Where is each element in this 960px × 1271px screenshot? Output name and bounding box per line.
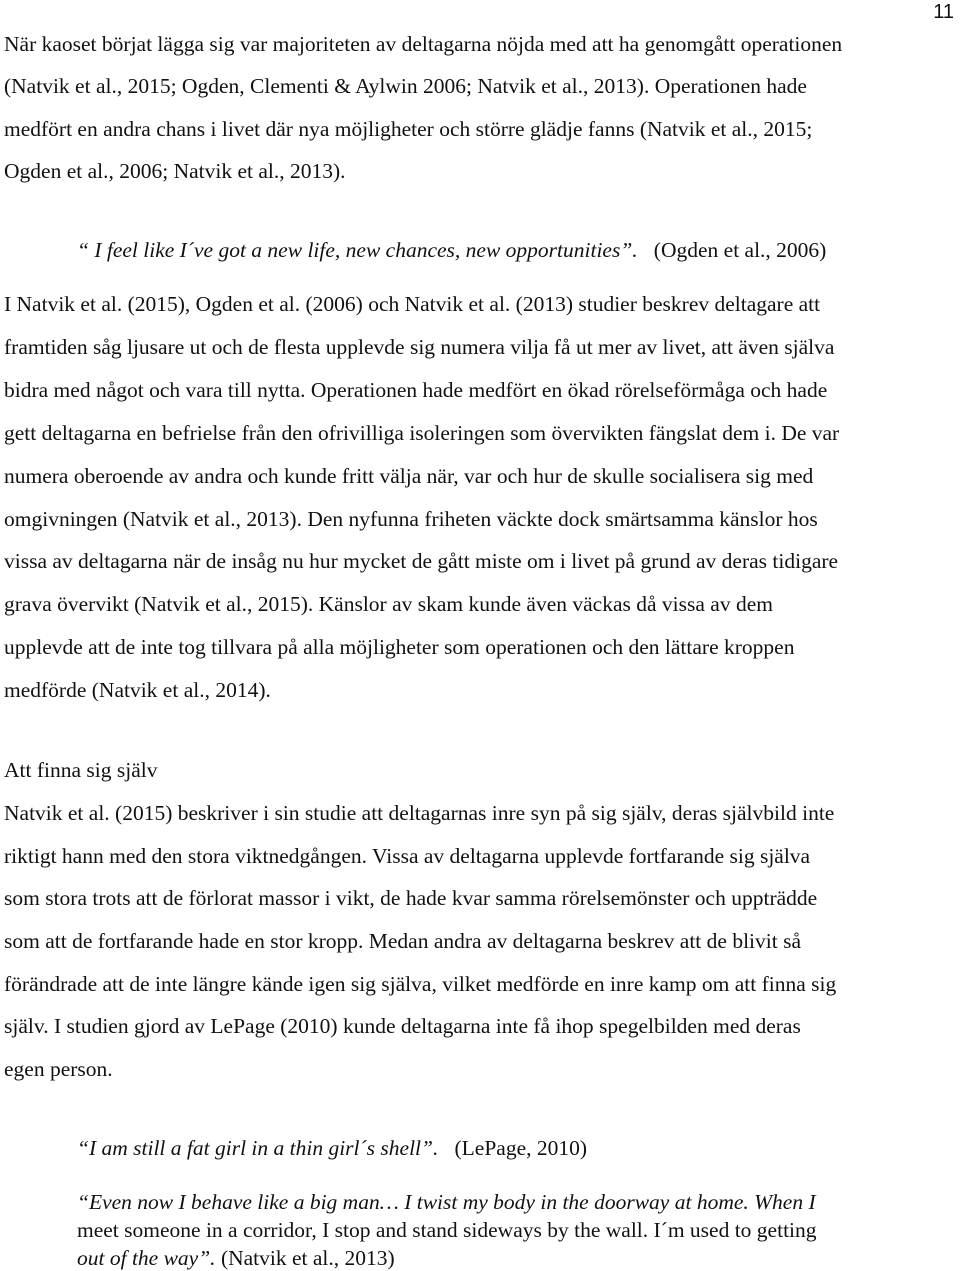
text-line: som att de fortfarande hade en stor kropp. Medan andra av deltagarna beskrev att de blivit så — [4, 929, 801, 953]
quote-text: out of the way”. — [77, 1246, 216, 1270]
text-line: numera oberoende av andra och kunde fritt välja när, var och hur de skulle socialisera sig med — [4, 464, 814, 488]
text-line: grava övervikt (Natvik et al., 2015). Känslor av skam kunde även väckas då vissa av dem — [4, 592, 773, 616]
quote-text: “I am still a fat girl in a thin girl´s shell”. — [77, 1136, 439, 1160]
text-line: själv. I studien gjord av LePage (2010) kunde deltagarna inte få ihop spegelbilden med deras — [4, 1014, 801, 1038]
text-line: gett deltagarna en befrielse från den ofrivilliga isoleringen som övervikten fängslat dem i. De var — [4, 421, 840, 445]
text-line: omgivningen (Natvik et al., 2013). Den nyfunna friheten väckte dock smärtsamma känslor hos — [4, 507, 818, 531]
text-line: upplevde att de inte tog tillvara på alla möjligheter som operationen och den lättare kroppen — [4, 635, 795, 659]
quote-line — [77, 1245, 395, 1271]
text-line: bidra med något och vara till nytta. Operationen hade medfört en ökad rörelseförmåga och hade — [4, 378, 828, 402]
text-line: medförde (Natvik et al., 2014). — [4, 678, 271, 702]
text-line: riktigt hann med den stora viktnedgången. Vissa av deltagarna upplevde fortfarande sig själva — [4, 844, 811, 868]
text-line: framtiden såg ljusare ut och de flesta upplevde sig numera vilja få ut mer av livet, att även själva — [4, 335, 835, 359]
text-line: (Natvik et al., 2015; Ogden, Clementi & Aylwin 2006; Natvik et al., 2013). Operationen hade — [4, 74, 807, 98]
section-heading: Att finna sig själv — [4, 758, 158, 782]
text-line: Natvik et al. (2015) beskriver i sin studie att deltagarnas inre syn på sig själv, deras självbild inte — [4, 801, 835, 825]
quote-text: “ I feel like I´ve got a new life, new chances, new opportunities”. — [77, 238, 638, 262]
text-line: egen person. — [4, 1057, 113, 1081]
page-number: 11 — [933, 1, 954, 23]
quote-citation: (LePage, 2010) — [454, 1136, 588, 1160]
quote-citation: (Natvik et al., 2013) — [220, 1246, 395, 1270]
quote-line: meet someone in a corridor, I stop and stand sideways by the wall. I´m used to getting — [77, 1218, 817, 1242]
quote-citation: (Ogden et al., 2006) — [653, 238, 827, 262]
text-line: vissa av deltagarna när de insåg nu hur mycket de gått miste om i livet på grund av deras tidigare — [4, 549, 839, 573]
text-line: När kaoset börjat lägga sig var majoriteten av deltagarna nöjda med att ha genomgått operationen — [4, 32, 843, 56]
block-quote-1 — [77, 237, 826, 263]
text-line: medfört en andra chans i livet där nya möjligheter och större glädje fanns (Natvik et al., 2015; — [4, 117, 813, 141]
text-line: I Natvik et al. (2015), Ogden et al. (2006) och Natvik et al. (2013) studier beskrev deltagare att — [4, 292, 821, 316]
text-line: förändrade att de inte längre kände igen sig själva, vilket medförde en inre kamp om att finna sig — [4, 972, 837, 996]
text-line: som stora trots att de förlorat massor i vikt, de hade kvar samma rörelsemönster och uppträdde — [4, 886, 818, 910]
block-quote-2 — [77, 1135, 587, 1161]
quote-line: “Even now I behave like a big man… I twist my body in the doorway at home. When I — [77, 1190, 816, 1214]
text-line: Ogden et al., 2006; Natvik et al., 2013). — [4, 159, 346, 183]
